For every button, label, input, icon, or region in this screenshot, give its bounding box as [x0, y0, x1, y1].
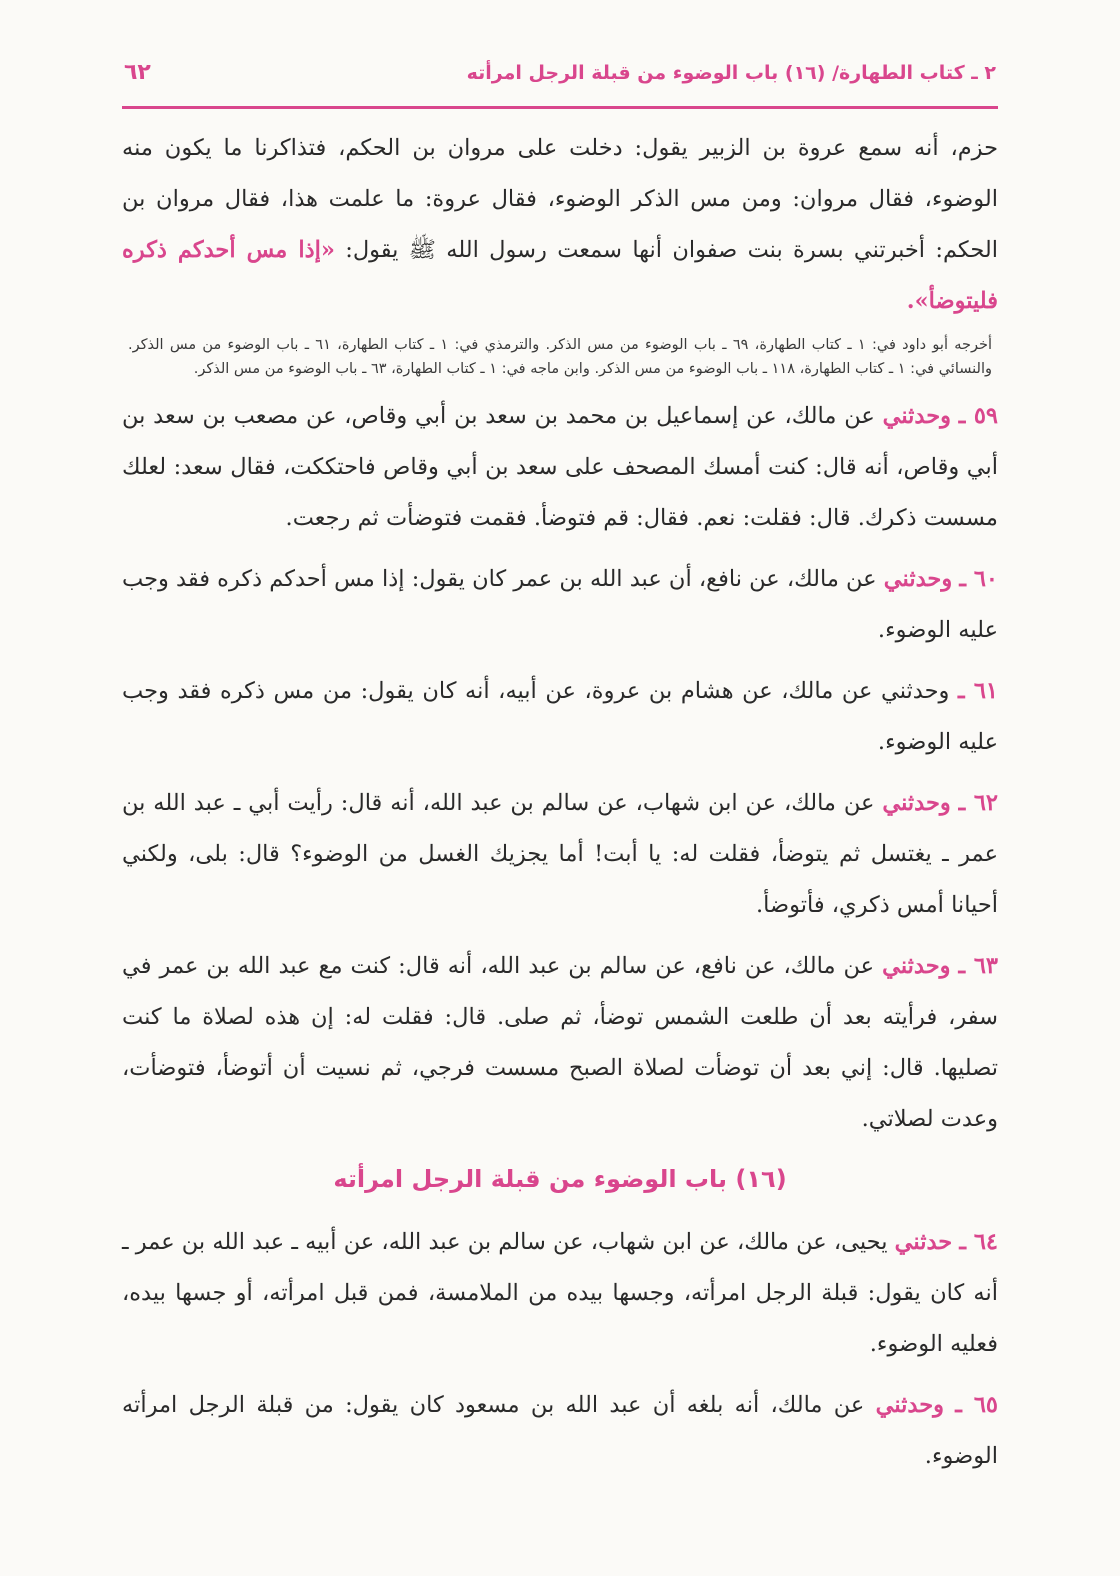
hadith-text: وحدثني عن مالك، عن هشام بن عروة، عن أبيه، أنه كان يقول: من مس ذكره فقد وجب عليه الوضوء. [122, 678, 998, 755]
hadith-text: يحيى، عن مالك، عن ابن شهاب، عن سالم بن عبد الله، عن أبيه ـ عبد الله بن عمر ـ أنه كان يقول: قبلة الرجل امرأته، وجسها بيده من الملامسة، فمن قبل امرأته، أو جسها بيده، فعليه الوضوء. [122, 1229, 998, 1357]
running-header [122, 60, 998, 109]
hadith-number: ٥٩ ـ [958, 403, 998, 429]
hadith-verb: وحدثني [875, 1392, 944, 1418]
hadith-verb: حدثني [894, 1229, 953, 1255]
hadith-verb: وحدثني [882, 953, 951, 979]
hadith-63 [122, 941, 998, 1145]
hadith-text: عن مالك، عن إسماعيل بن محمد بن سعد بن أبي وقاص، عن مصعب بن سعد بن أبي وقاص، أنه قال: كنت أمسك المصحف على سعد بن أبي وقاص فاحتككت، فقال سعد: لعلك مسست ذكرك. قال: فقلت: نعم. فقال: قم فتوضأ. فقمت فتوضأت ثم رجعت. [122, 403, 998, 531]
hadith-verb: وحدثني [882, 403, 951, 429]
prophetic-quote: «إذا مس أحدكم ذكره فليتوضأ». [122, 237, 998, 314]
page-body [122, 123, 998, 1482]
intro-paragraph [122, 123, 998, 327]
hadith-verb: وحدثني [883, 566, 953, 592]
chapter-title: (١٦) باب الوضوء من قبلة الرجل امرأته [333, 1165, 787, 1193]
hadith-number: ٦٥ ـ [955, 1392, 998, 1418]
hadith-60 [122, 554, 998, 656]
intro-text: حزم، أنه سمع عروة بن الزبير يقول: دخلت على مروان بن الحكم، فتذاكرنا ما يكون منه الوضوء، فقال مروان: ومن مس الذكر الوضوء، فقال عروة: ما علمت هذا، فقال مروان بن الحكم: أخبرتني بسرة بنت صفوان أنها سمعت رسول الله ﷺ يقول: [122, 135, 998, 263]
hadith-number: ٦٢ ـ [958, 790, 998, 816]
hadith-text: عن مالك، عن نافع، عن سالم بن عبد الله، أنه قال: كنت مع عبد الله بن عمر في سفر، فرأيته بعد أن طلعت الشمس توضأ، ثم صلى. قال: فقلت له: إن هذه لصلاة ما كنت تصليها. قال: إني بعد أن توضأت لصلاة الصبح مسست فرجي، ثم نسيت أن أتوضأ، فتوضأت، وعدت لصلاتي. [122, 953, 998, 1132]
hadith-number: ٦٠ ـ [959, 566, 998, 592]
hadith-text: عن مالك، عن نافع، أن عبد الله بن عمر كان يقول: إذا مس أحدكم ذكره فقد وجب عليه الوضوء. [122, 566, 998, 643]
hadith-65 [122, 1380, 998, 1482]
hadith-number: ٦٣ ـ [958, 953, 998, 979]
hadith-64 [122, 1217, 998, 1370]
hadith-number: ٦٤ ـ [959, 1229, 999, 1255]
hadith-61 [122, 666, 998, 768]
page-number: ٦٢ [124, 60, 151, 85]
hadith-62 [122, 778, 998, 931]
hadith-text: عن مالك، عن ابن شهاب، عن سالم بن عبد الله، أنه قال: رأيت أبي ـ عبد الله بن عمر ـ يغتسل ثم يتوضأ، فقلت له: يا أبت! أما يجزيك الغسل من الوضوء؟ قال: بلى، ولكني أحيانا أمس ذكري، فأتوضأ. [122, 790, 998, 918]
hadith-number: ٦١ ـ [957, 678, 998, 704]
hadith-text: عن مالك، أنه بلغه أن عبد الله بن مسعود كان يقول: من قبلة الرجل امرأته الوضوء. [122, 1392, 998, 1469]
hadith-verb: وحدثني [882, 790, 951, 816]
hadith-59 [122, 391, 998, 544]
footnote: أخرجه أبو داود في: ١ ـ كتاب الطهارة، ٦٩ ـ باب الوضوء من مس الذكر. والترمذي في: ١ ـ كتاب الطهارة، ٦١ ـ باب الوضوء من مس الذكر. والنسائي في: ١ ـ كتاب الطهارة، ١١٨ ـ باب الوضوء من مس الذكر. وابن ماجه في: ١ ـ كتاب الطهارة، ٦٣ ـ باب الوضوء من مس الذكر. [128, 337, 992, 377]
running-title: ٢ ـ كتاب الطهارة/ (١٦) باب الوضوء من قبلة الرجل امرأته [466, 62, 996, 84]
